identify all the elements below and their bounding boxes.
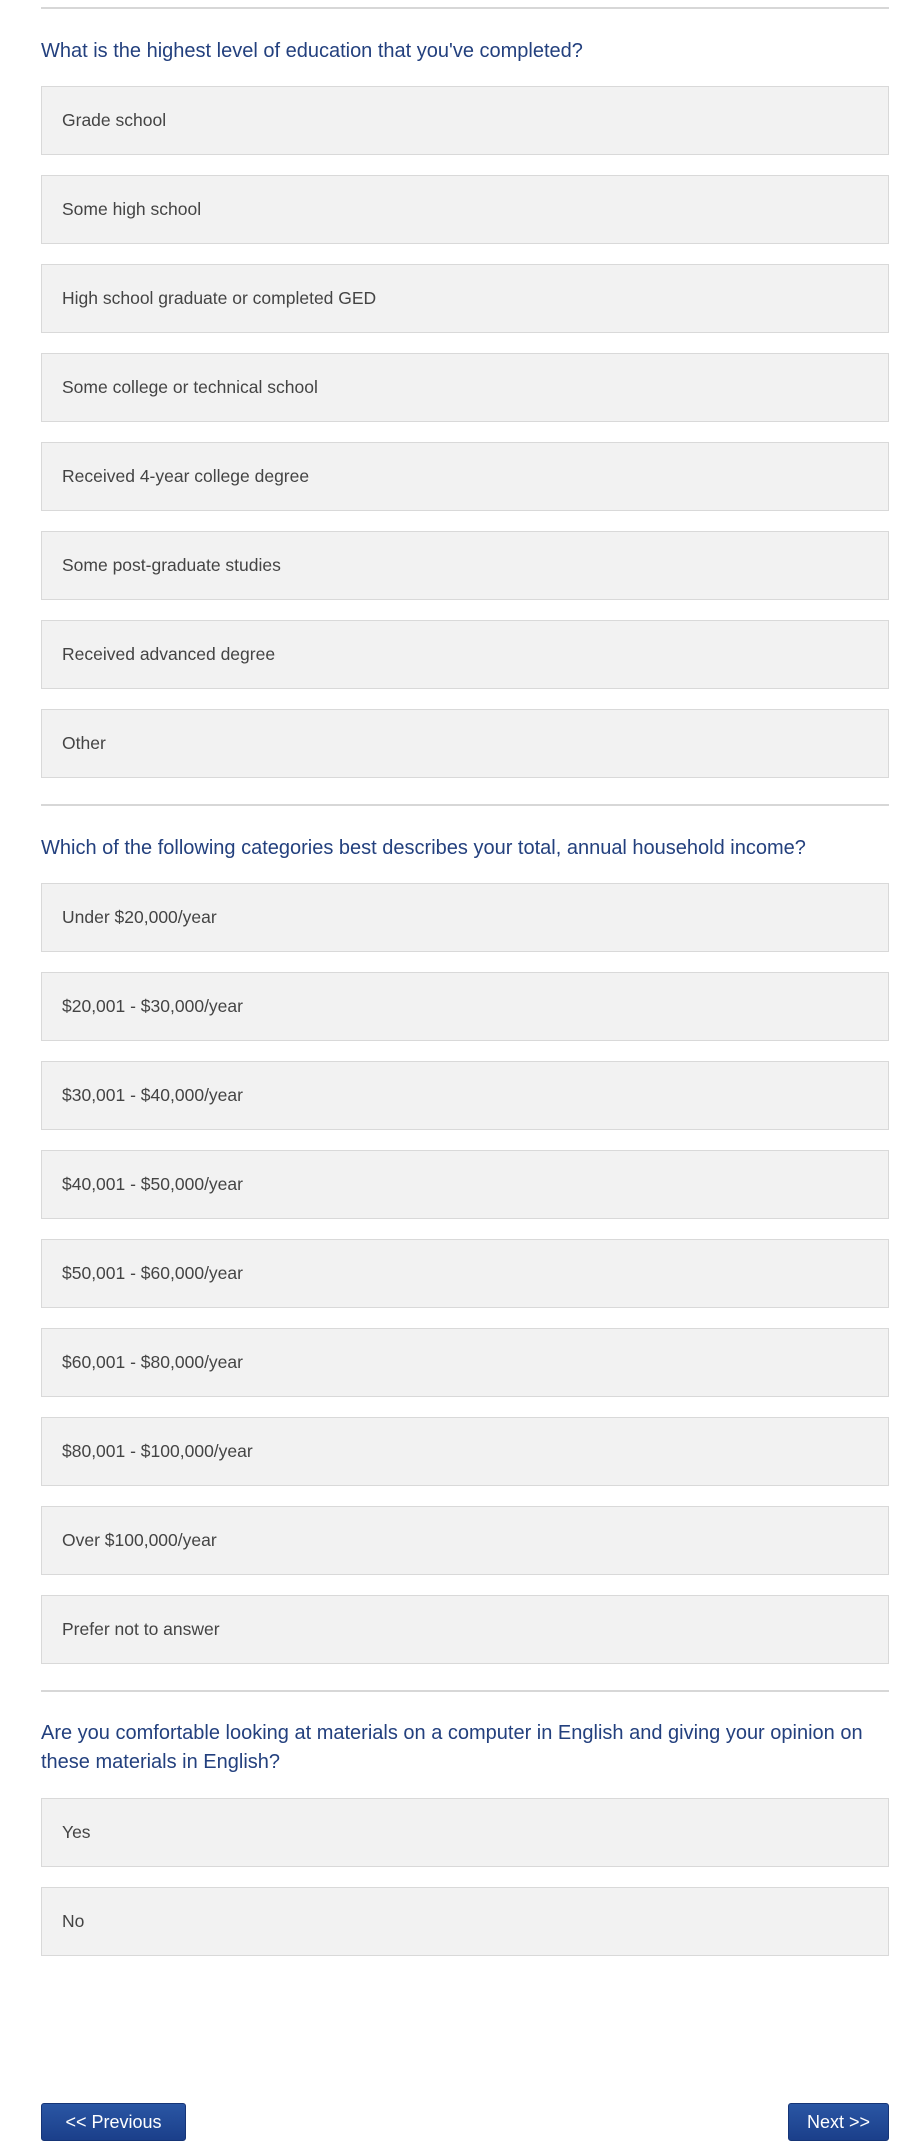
divider xyxy=(41,804,889,806)
option-income-80k-100k[interactable]: $80,001 - $100,000/year xyxy=(41,1417,889,1486)
option-income-30k-40k[interactable]: $30,001 - $40,000/year xyxy=(41,1061,889,1130)
education-options xyxy=(41,86,889,778)
option-income-50k-60k[interactable]: $50,001 - $60,000/year xyxy=(41,1239,889,1308)
divider xyxy=(41,7,889,9)
option-some-high-school[interactable]: Some high school xyxy=(41,175,889,244)
option-high-school-graduate[interactable]: High school graduate or completed GED xyxy=(41,264,889,333)
option-yes[interactable]: Yes xyxy=(41,1798,889,1867)
option-4-year-degree[interactable]: Received 4-year college degree xyxy=(41,442,889,511)
option-income-under-20k[interactable]: Under $20,000/year xyxy=(41,883,889,952)
divider xyxy=(41,1690,889,1692)
question-education: What is the highest level of education that you've completed? xyxy=(41,40,583,62)
option-education-other[interactable]: Other xyxy=(41,709,889,778)
option-income-20k-30k[interactable]: $20,001 - $30,000/year xyxy=(41,972,889,1041)
option-some-college[interactable]: Some college or technical school xyxy=(41,353,889,422)
question-income: Which of the following categories best describes your total, annual household income? xyxy=(41,837,806,859)
option-some-post-graduate[interactable]: Some post-graduate studies xyxy=(41,531,889,600)
option-income-40k-50k[interactable]: $40,001 - $50,000/year xyxy=(41,1150,889,1219)
english-options xyxy=(41,1798,889,1956)
option-grade-school[interactable]: Grade school xyxy=(41,86,889,155)
option-income-over-100k[interactable]: Over $100,000/year xyxy=(41,1506,889,1575)
option-income-60k-80k[interactable]: $60,001 - $80,000/year xyxy=(41,1328,889,1397)
option-advanced-degree[interactable]: Received advanced degree xyxy=(41,620,889,689)
income-options xyxy=(41,883,889,1664)
previous-button[interactable]: << Previous xyxy=(41,2103,186,2141)
question-english-comfort: Are you comfortable looking at materials on a computer in English and giving your opinion on these materials in English? xyxy=(41,1722,863,1773)
option-no[interactable]: No xyxy=(41,1887,889,1956)
survey-page xyxy=(41,0,889,1976)
next-button[interactable]: Next >> xyxy=(788,2103,889,2141)
option-income-prefer-not[interactable]: Prefer not to answer xyxy=(41,1595,889,1664)
